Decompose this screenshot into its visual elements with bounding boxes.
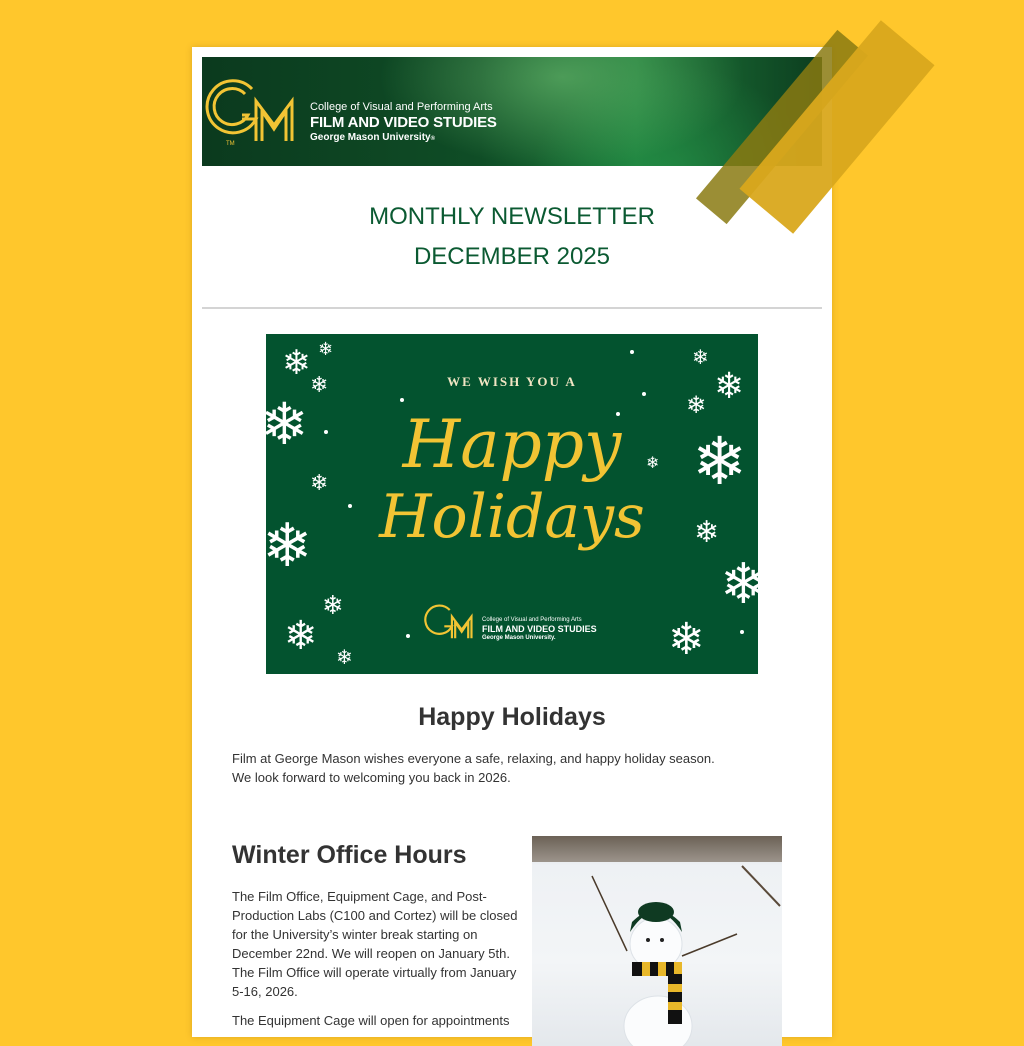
happy-holidays-heading: Happy Holidays	[418, 703, 606, 731]
card-holidays-text: Holidays	[379, 482, 645, 552]
snowflake-icon: ❄	[310, 470, 329, 495]
gm-logo-icon	[428, 602, 478, 642]
snowflake-icon: ❄	[282, 344, 311, 382]
divider	[202, 307, 822, 309]
happy-holidays-body	[232, 749, 752, 787]
gm-logo-icon	[212, 75, 304, 147]
winter-hours-body: The Film Office, Equipment Cage, and Post-Production Labs (C100 and Cortez) will be closed for the University’s winter break starting on December 22nd. We will reopen on January 5th. The Film Office will operate virtually from January 5-16, 2026.	[232, 889, 518, 999]
snowflake-icon: ❄	[260, 392, 309, 457]
snowman-illustration	[532, 836, 782, 1046]
snowflake-icon: ❄	[322, 590, 344, 620]
logo-tm: TM	[226, 141, 235, 147]
snow-dot	[406, 634, 410, 638]
snowflake-icon: ❄	[720, 552, 767, 615]
snow-dot	[642, 392, 646, 396]
snowflake-icon: ❄	[646, 455, 660, 472]
card-logo-text	[482, 616, 597, 642]
snowflake-icon: ❄	[686, 392, 707, 419]
header-banner	[202, 57, 822, 166]
snowflake-icon: ❄	[692, 424, 748, 498]
program-name: FILM AND VIDEO STUDIES	[310, 114, 497, 131]
happy-holidays-line2: We look forward to welcoming you back in 2026.	[232, 770, 511, 785]
card-happy-text: Happy	[402, 406, 622, 483]
holiday-card-image	[260, 334, 767, 674]
card-wish-text: WE WISH YOU A	[447, 374, 577, 389]
snowflake-icon: ❄	[310, 372, 329, 397]
snowflake-icon: ❄	[262, 512, 313, 579]
winter-hours-heading: Winter Office Hours	[232, 841, 467, 869]
snowflake-icon: ❄	[336, 647, 353, 669]
email-container	[192, 47, 832, 1037]
newsletter-title: MONTHLY NEWSLETTER	[369, 203, 655, 230]
snowflake-icon: ❄	[714, 365, 745, 406]
snowflake-icon: ❄	[318, 339, 334, 359]
snowflake-icon: ❄	[668, 615, 705, 664]
winter-hours-body-2: The Equipment Cage will open for appointments	[232, 1013, 510, 1028]
newsletter-date: DECEMBER 2025	[413, 243, 611, 270]
happy-holidays-line1: Film at George Mason wishes everyone a safe, relaxing, and happy holiday season.	[232, 751, 715, 766]
college-name: College of Visual and Performing Arts	[310, 101, 493, 113]
snowflake-icon: ❄	[284, 614, 318, 658]
university-name: George Mason University®	[310, 132, 436, 143]
banner-text	[310, 101, 497, 145]
snowman-photo	[532, 836, 782, 1046]
snowflake-icon: ❄	[694, 516, 720, 549]
snow-dot	[400, 398, 404, 402]
snowflake-icon: ❄	[692, 347, 709, 369]
card-university: George Mason University.	[482, 635, 556, 641]
card-college: College of Visual and Performing Arts	[482, 617, 582, 623]
snow-dot	[740, 630, 744, 634]
card-program: FILM AND VIDEO STUDIES	[482, 624, 597, 634]
snow-dot	[630, 350, 634, 354]
